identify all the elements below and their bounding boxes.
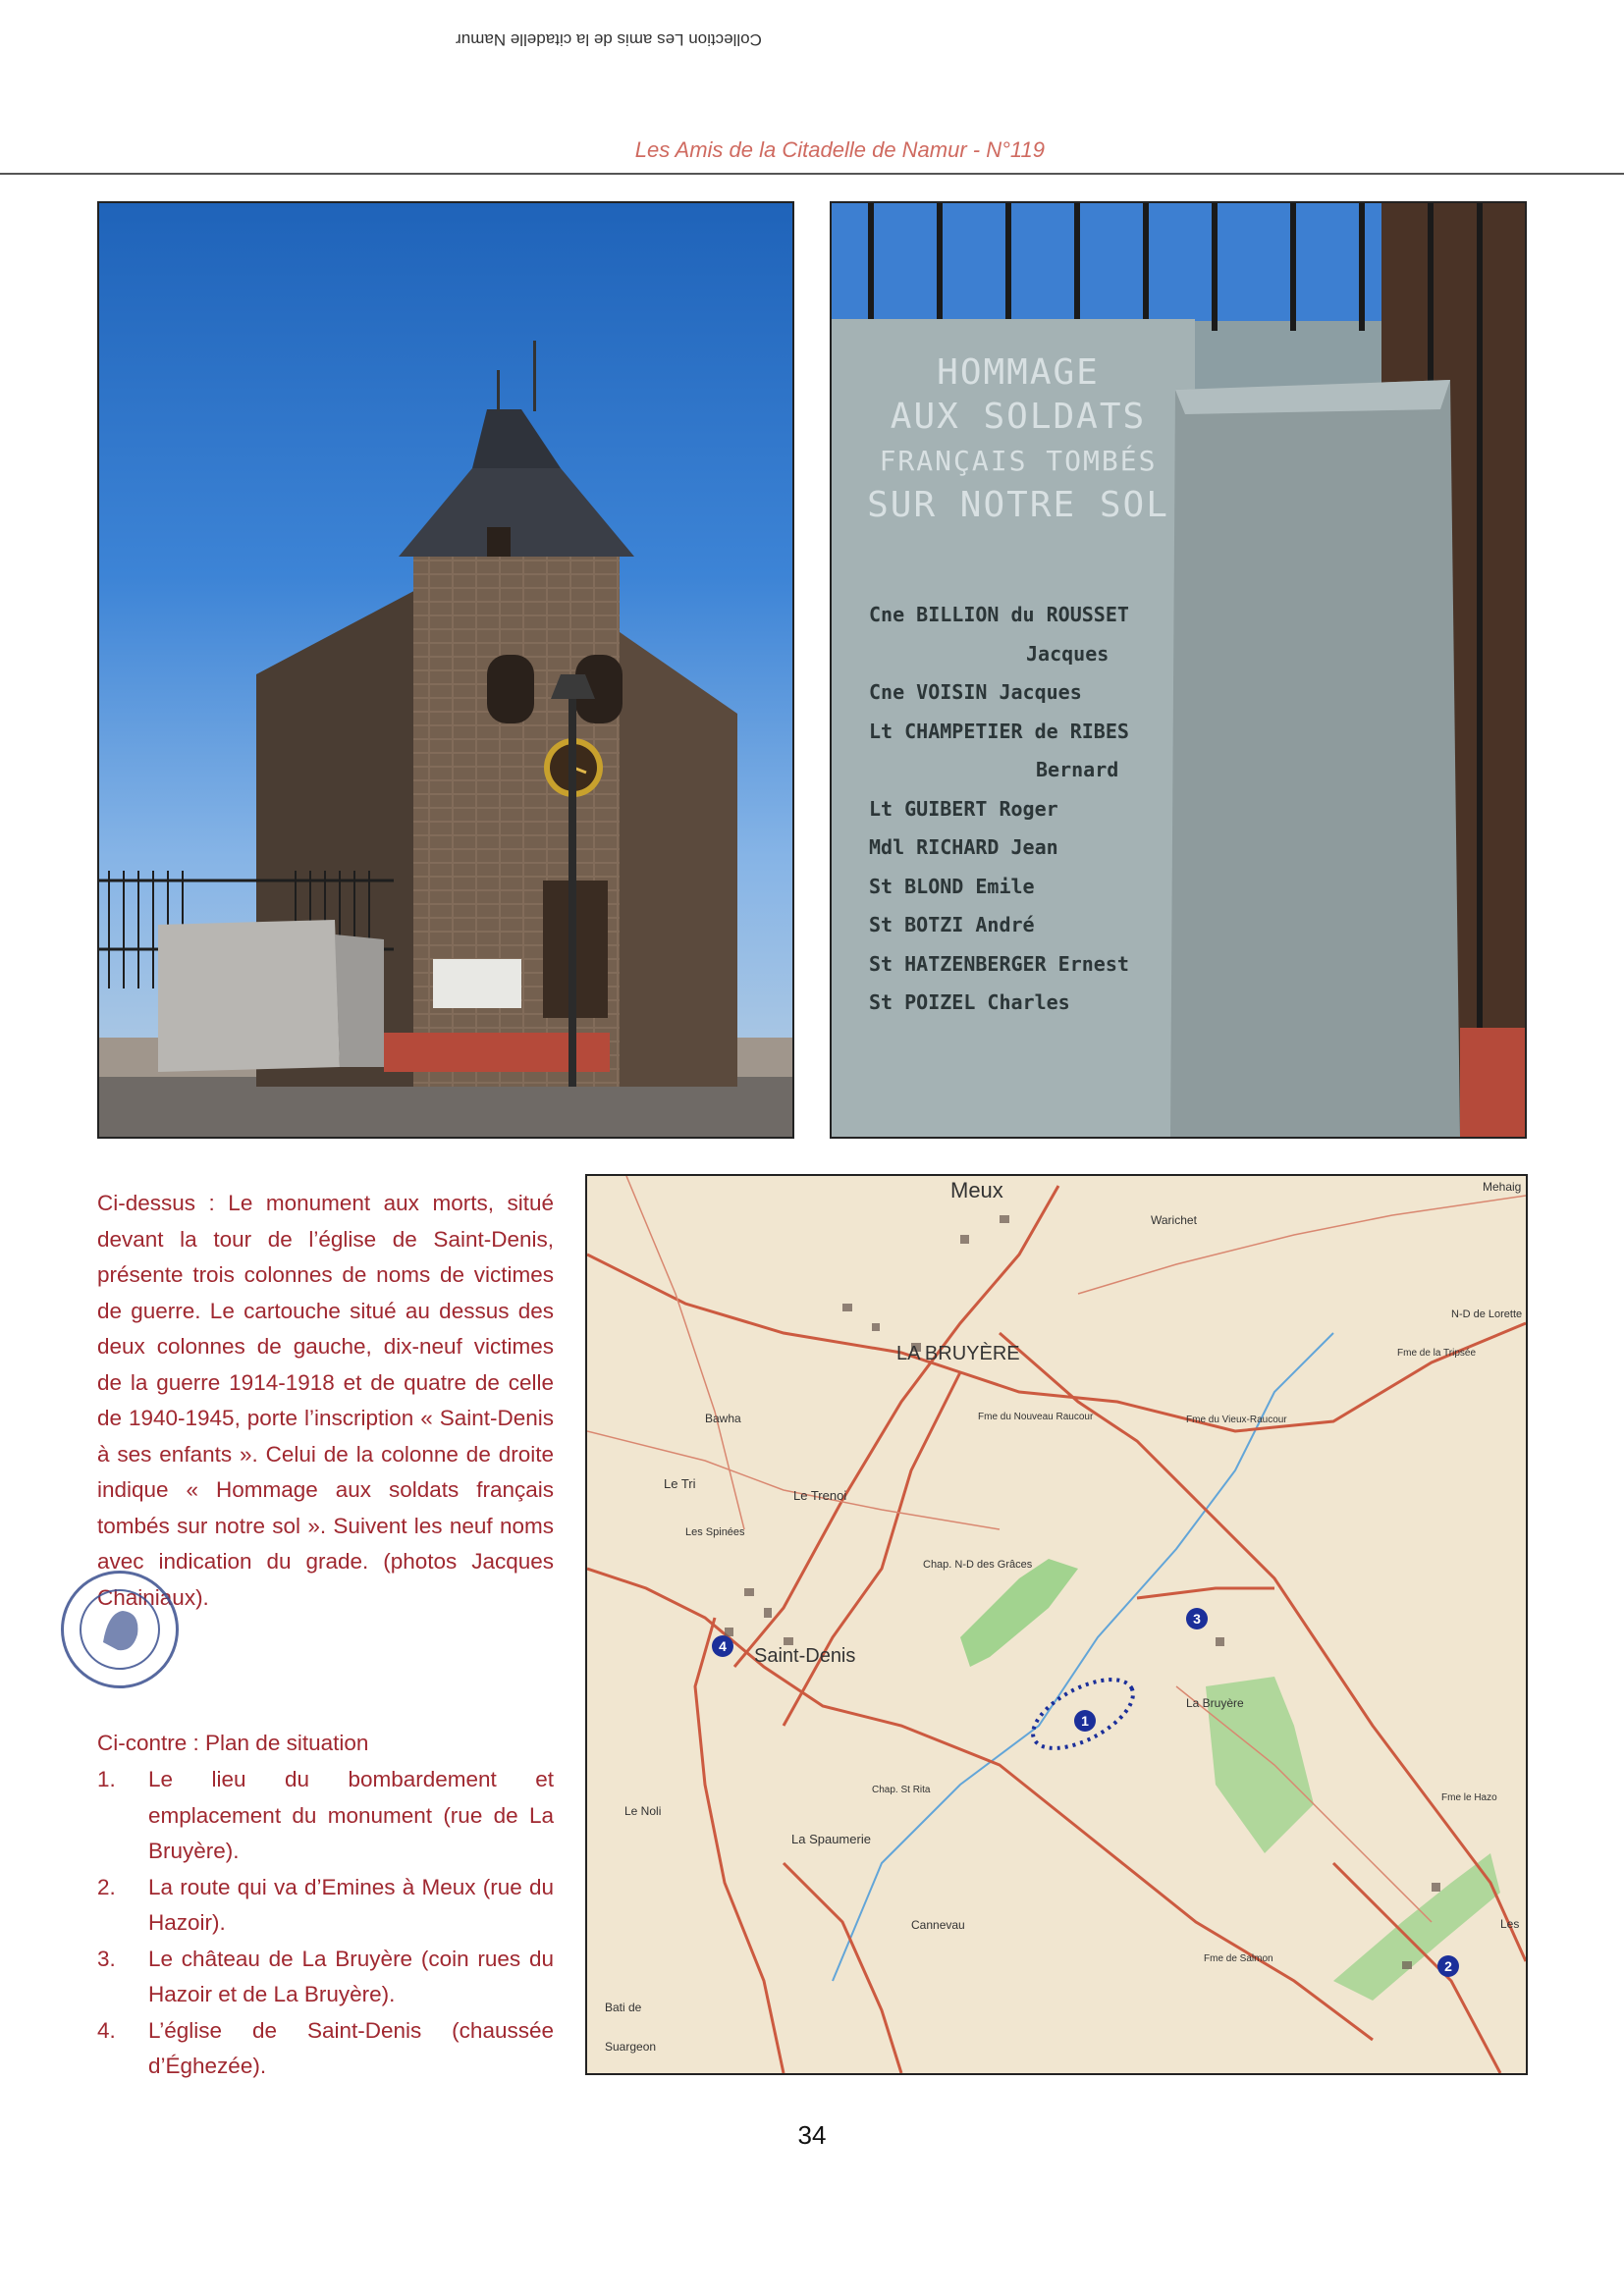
- journal-title: Les Amis de la Citadelle de Namur - N°119: [634, 137, 1045, 162]
- map-label: Le Tri: [664, 1476, 696, 1491]
- plaque-name: Cne VOISIN Jacques: [869, 680, 1082, 704]
- plaque-heading-line: SUR NOTRE SOL: [867, 485, 1169, 525]
- situation-map: [585, 1174, 1528, 2075]
- map-label: Fme de Salmon: [1204, 1953, 1273, 1964]
- church-photo: [97, 201, 794, 1139]
- collection-watermark: Collection Les amis de la citadelle Namur: [456, 30, 762, 49]
- map-label: Bawha: [705, 1412, 741, 1425]
- map-label: La Bruyère: [1186, 1696, 1244, 1710]
- list-item: [97, 1870, 554, 1942]
- map-label: Mehaig: [1483, 1180, 1522, 1194]
- map-label: Le Trenoi: [793, 1488, 847, 1503]
- list-number: 2.: [97, 1874, 116, 1899]
- plaque-heading: [851, 350, 1185, 527]
- page-number: 34: [797, 2120, 827, 2150]
- map-label: Fme du Nouveau Raucour: [978, 1412, 1094, 1422]
- plaque-heading-line: FRANÇAIS TOMBÉS: [879, 445, 1158, 477]
- plaque-name: St BOTZI André: [869, 913, 1035, 936]
- list-number: 4.: [97, 2017, 116, 2043]
- plaque-name: Lt CHAMPETIER de RIBES: [869, 719, 1129, 743]
- map-label: Fme le Hazo: [1441, 1792, 1497, 1803]
- list-item: [97, 1762, 554, 1870]
- plaque-name: St POIZEL Charles: [869, 990, 1070, 1014]
- plaque-name: Jacques: [1026, 641, 1110, 666]
- list-text: L’église de Saint-Denis (chaussée d’Éghezée).: [148, 2017, 554, 2078]
- map-label: Le Noli: [624, 1804, 662, 1818]
- map-label: La Spaumerie: [791, 1832, 871, 1846]
- map-label: Meux: [950, 1178, 1003, 1202]
- church-illustration: [99, 203, 792, 1137]
- map-label: Fme de la Tripsée: [1397, 1348, 1477, 1359]
- plaque-name: St HATZENBERGER Ernest: [869, 951, 1129, 976]
- plaque-name: Mdl RICHARD Jean: [869, 835, 1058, 859]
- map-marker-1: 1: [1074, 1710, 1096, 1732]
- list-text: La route qui va d’Emines à Meux (rue du Hazoir).: [148, 1874, 554, 1935]
- map-label: Warichet: [1151, 1213, 1197, 1227]
- map-label: Cannevau: [911, 1918, 965, 1932]
- list-number: 3.: [97, 1946, 116, 1971]
- map-label: Les: [1500, 1917, 1520, 1931]
- plaque-names: [869, 596, 1193, 1023]
- list-text: Le lieu du bombardement et emplacement du monument (rue de La Bruyère).: [148, 1767, 554, 1863]
- stamp-graphic: [64, 1574, 176, 1685]
- photo-caption: Ci-dessus : Le monument aux morts, situé devant la tour de l’église de Saint-Denis, présente trois colonnes de noms de victimes de guerre. Le cartouche situé au dessus des deux colonnes de gauche, dix-neuf victimes de la guerre 1914-1918 et de quatre de celle de 1940-1945, porte l’inscription « Saint-Denis à ses enfants ». Celui de la colonne de droite indique « Hommage aux soldats français tombés sur notre sol ». Suivent les neuf noms avec indication du grade. (photos Jacques Chainiaux).: [97, 1191, 554, 1610]
- plaque-photo: [830, 201, 1527, 1139]
- plaque-name: Bernard: [1036, 758, 1119, 781]
- plaque-name: St BLOND Emile: [869, 874, 1035, 898]
- commune-stamp: [61, 1571, 179, 1688]
- map-label: Bati de: [605, 2001, 642, 2014]
- map-label: Chap. St Rita: [872, 1785, 931, 1795]
- list-item: [97, 1942, 554, 2013]
- plaque-heading-line: AUX SOLDATS: [890, 397, 1147, 437]
- map-marker-3: 3: [1186, 1608, 1208, 1629]
- plaque-name: Cne BILLION du ROUSSET: [869, 603, 1129, 626]
- map-label: Les Spinées: [685, 1526, 745, 1538]
- map-label: Saint-Denis: [754, 1645, 856, 1667]
- plan-legend-list: [97, 1762, 554, 2085]
- map-label: LA BRUYÈRE: [896, 1343, 1020, 1364]
- list-item: [97, 2013, 554, 2085]
- plaque-heading-line: HOMMAGE: [937, 352, 1100, 393]
- running-header: [0, 137, 1624, 163]
- map-graphic: [587, 1176, 1526, 2073]
- plan-intro: Ci-contre : Plan de situation: [97, 1731, 369, 1755]
- list-number: 1.: [97, 1767, 116, 1791]
- map-label: Suargeon: [605, 2040, 657, 2054]
- map-label: N-D de Lorette: [1451, 1308, 1523, 1320]
- map-marker-4: 4: [712, 1635, 733, 1657]
- list-text: Le château de La Bruyère (coin rues du Hazoir et de La Bruyère).: [148, 1946, 554, 2006]
- map-marker-2: 2: [1437, 1955, 1459, 1977]
- map-label: Fme du Vieux-Raucour: [1186, 1415, 1287, 1425]
- map-label: Chap. N-D des Grâces: [923, 1559, 1033, 1571]
- header-rule: [0, 173, 1624, 175]
- plaque-name: Lt GUIBERT Roger: [869, 796, 1058, 821]
